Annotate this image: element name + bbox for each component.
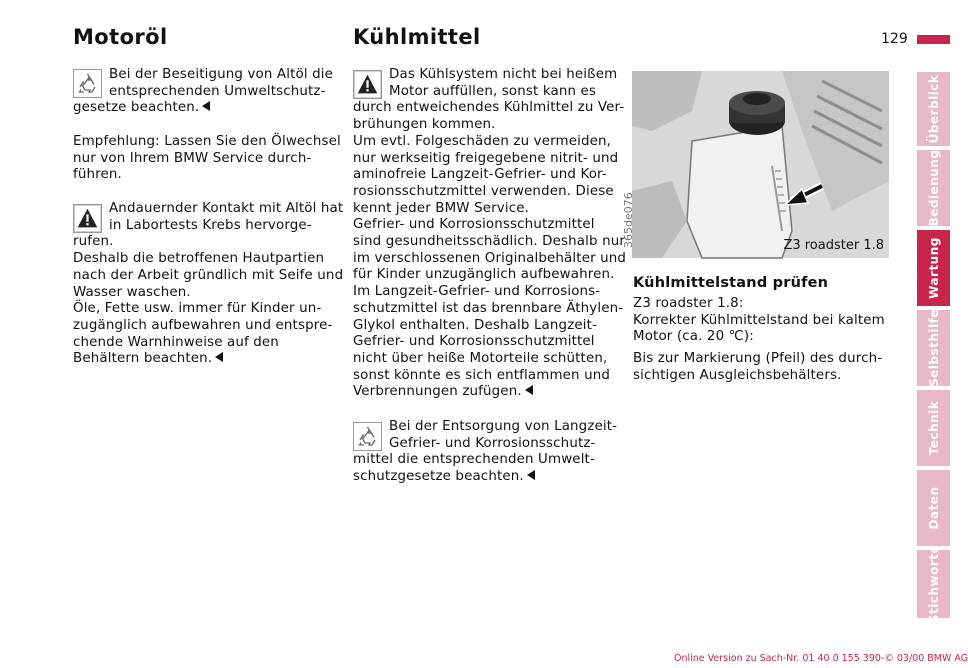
text-line: schutzmittel ist das brennbare Äthylen- xyxy=(353,300,624,316)
footer-copyright: Online Version zu Sach-Nr. 01 40 0 155 390-© 03/00 BMW AG xyxy=(674,653,968,664)
text-line: sonst könnte es sich entflammen und xyxy=(353,367,611,383)
text-line-content: Verbrennungen zufügen. xyxy=(353,384,522,400)
page-number: 129 xyxy=(881,31,908,47)
text-line: entsprechenden Umweltschutz- xyxy=(109,83,326,99)
text-line: Gefrier- und Korrosionsschutz- xyxy=(389,435,596,451)
text-line: Bei der Entsorgung von Langzeit- xyxy=(389,419,618,434)
text-line: rosionsschutzmittel verwenden. Diese xyxy=(353,183,614,199)
kuehlmittel-disposal-note xyxy=(353,419,617,486)
text-line: Öle, Fette usw. immer für Kinder un- xyxy=(73,301,322,317)
text-line: Motor (ca. 20 ℃): xyxy=(633,329,754,345)
text-line: Bis zur Markierung (Pfeil) des durch- xyxy=(633,351,883,366)
text-line: Das Kühlsystem nicht bei heißem xyxy=(389,67,618,82)
pruefen-text-1 xyxy=(633,296,885,346)
text-line: chende Warnhinweise auf den xyxy=(73,334,279,350)
text-line: durch entweichendes Kühlmittel zu Ver- xyxy=(353,100,625,116)
text-line: Bei der Beseitigung von Altöl die xyxy=(109,67,334,82)
tab-label: Selbsthilfe xyxy=(926,309,941,387)
photo-code: 365de076 xyxy=(622,192,635,248)
pruefen-text-2 xyxy=(633,351,882,384)
kuehlmittel-warning xyxy=(353,67,626,401)
motoroel-warning xyxy=(73,201,343,368)
motoroel-note1 xyxy=(73,67,333,117)
text-line: Z3 roadster 1.8: xyxy=(633,296,744,311)
end-mark-icon xyxy=(215,352,223,362)
text-line: rufen. xyxy=(73,234,114,250)
text-line: brühungen kommen. xyxy=(353,117,496,133)
text-line: Motor auffüllen, sonst kann es xyxy=(389,83,597,99)
tab-label: Bedienung xyxy=(926,149,941,227)
text-line-content: gesetze beachten. xyxy=(73,100,200,116)
text-line: Empfehlung: Lassen Sie den Ölwechsel xyxy=(73,134,341,149)
text-line: nicht über heiße Motorteile schütten, xyxy=(353,350,608,366)
heading-motoroel: Motoröl xyxy=(73,25,168,49)
text-line: zugänglich aufbewahren und entspre- xyxy=(73,317,333,333)
tab-label: Technik xyxy=(926,400,941,456)
text-line: in Labortests Krebs hervorge- xyxy=(109,217,312,233)
text-line: Andauernder Kontakt mit Altöl hat xyxy=(109,201,344,216)
text-line: sichtigen Ausgleichsbehälters. xyxy=(633,367,842,383)
text-line-content: Behältern beachten. xyxy=(73,351,213,367)
subheading-kuehlmittelstand: Kühlmittelstand prüfen xyxy=(633,275,829,291)
tab-label: Wartung xyxy=(926,237,941,299)
text-line xyxy=(353,384,626,401)
top-accent-bar xyxy=(917,35,950,44)
text-line: Um evtl. Folgeschäden zu vermeiden, xyxy=(353,133,612,149)
end-mark-icon xyxy=(527,470,535,480)
text-line: Gefrier- und Korrosionsschutzmittel xyxy=(353,334,595,350)
tab-selbsthilfe[interactable] xyxy=(917,310,950,386)
photo-caption: Z3 roadster 1.8 xyxy=(783,238,884,253)
text-line: aminofreie Langzeit-Gefrier- und Kor- xyxy=(353,167,607,183)
coolant-reservoir-illustration xyxy=(632,71,889,258)
text-line xyxy=(353,469,617,486)
text-line: nur von Ihrem BMW Service durch- xyxy=(73,150,312,166)
text-line: für Kinder unzugänglich aufbewahren. xyxy=(353,267,615,283)
motoroel-recommendation xyxy=(73,134,341,184)
tab-ueberblick[interactable] xyxy=(917,72,950,146)
engine-coolant-photo xyxy=(622,71,889,258)
text-line: sind gesundheitsschädlich. Deshalb nur xyxy=(353,234,626,250)
text-line: nur werkseitig freigegebene nitrit- und xyxy=(353,150,619,166)
tab-daten[interactable] xyxy=(917,470,950,546)
text-line: nach der Arbeit gründlich mit Seife und xyxy=(73,267,344,283)
text-line: kennt jeder BMW Service. xyxy=(353,200,530,216)
text-line: Korrekter Kühlmittelstand bei kaltem xyxy=(633,312,885,328)
text-line: Gefrier- und Korrosionsschutzmittel xyxy=(353,217,595,233)
text-line xyxy=(73,351,343,368)
tab-label: Überblick xyxy=(926,74,941,144)
tab-technik[interactable] xyxy=(917,390,950,466)
text-line: mittel die entsprechenden Umwelt- xyxy=(353,452,595,468)
tab-label: Daten xyxy=(926,486,941,530)
text-line: Wasser waschen. xyxy=(73,284,191,300)
tab-label: Stichworte xyxy=(926,544,941,624)
end-mark-icon xyxy=(202,101,210,111)
text-line: Glykol enthalten. Deshalb Langzeit- xyxy=(353,317,598,333)
end-mark-icon xyxy=(525,385,533,395)
tab-wartung[interactable] xyxy=(917,230,950,306)
text-line xyxy=(73,100,333,117)
text-line: Deshalb die betroffenen Hautpartien xyxy=(73,251,325,267)
text-line-content: schutzgesetze beachten. xyxy=(353,469,524,485)
tab-bedienung[interactable] xyxy=(917,150,950,226)
tab-stichworte[interactable] xyxy=(917,544,950,624)
text-line: Im Langzeit-Gefrier- und Korrosions- xyxy=(353,284,601,300)
text-line: führen. xyxy=(73,167,122,183)
heading-kuehlmittel: Kühlmittel xyxy=(353,25,481,49)
text-line: im verschlossenen Originalbehälter und xyxy=(353,250,627,266)
